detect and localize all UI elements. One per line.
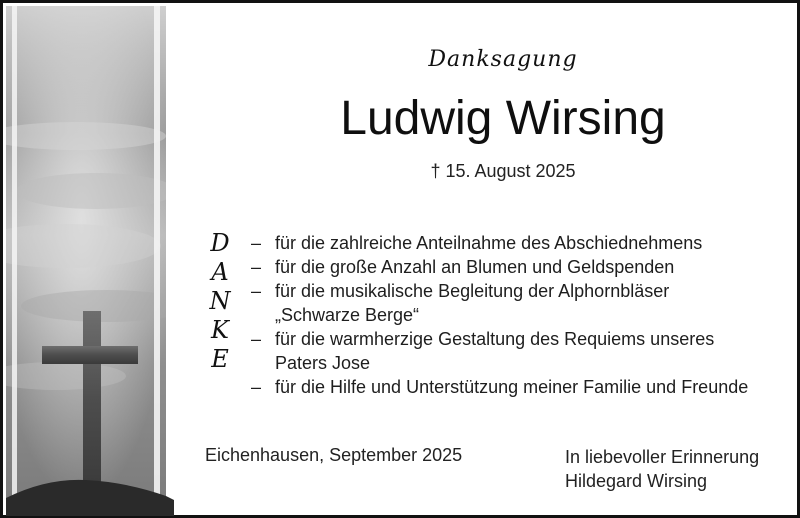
heading-title: Danksagung (428, 47, 578, 72)
thanks-item (251, 327, 791, 375)
signature-name: Hildegard Wirsing (565, 471, 708, 491)
deceased-name: Ludwig Wirsing (340, 92, 666, 145)
dash-bullet: – (251, 377, 262, 397)
dash-bullet: – (251, 233, 262, 253)
thanks-item (251, 375, 791, 399)
thanks-text: für die große Anzahl an Blumen und Geldspenden (275, 257, 675, 277)
thanks-item (251, 255, 791, 279)
danke-vertical-word (203, 229, 237, 374)
dash-bullet: – (251, 329, 262, 349)
thanks-item (251, 231, 791, 255)
thanks-item (251, 279, 791, 327)
cross-photo (6, 6, 174, 516)
danke-letter: A (211, 258, 229, 286)
danke-letter: K (211, 316, 229, 344)
danke-letter: E (211, 345, 229, 373)
danke-letter: N (209, 287, 231, 315)
danke-letter: D (210, 229, 230, 257)
thanks-text: für die Hilfe und Unterstützung meiner Familie und Freunde (275, 377, 749, 397)
closing-line: In liebevoller Erinnerung (565, 447, 760, 467)
thanks-list (251, 231, 791, 399)
dash-bullet: – (251, 281, 262, 301)
place-and-date: Eichenhausen, September 2025 (205, 445, 463, 465)
thanks-text: für die zahlreiche Anteilnahme des Abschiednehmens (275, 233, 703, 253)
signature-block (565, 445, 759, 493)
death-date: † 15. August 2025 (430, 161, 576, 181)
thanks-text: für die warmherzige Gestaltung des Requiems unseres Paters Jose (275, 329, 715, 373)
thanks-text: für die musikalische Begleitung der Alphornbläser „Schwarze Berge“ (275, 281, 670, 325)
dash-bullet: – (251, 257, 262, 277)
